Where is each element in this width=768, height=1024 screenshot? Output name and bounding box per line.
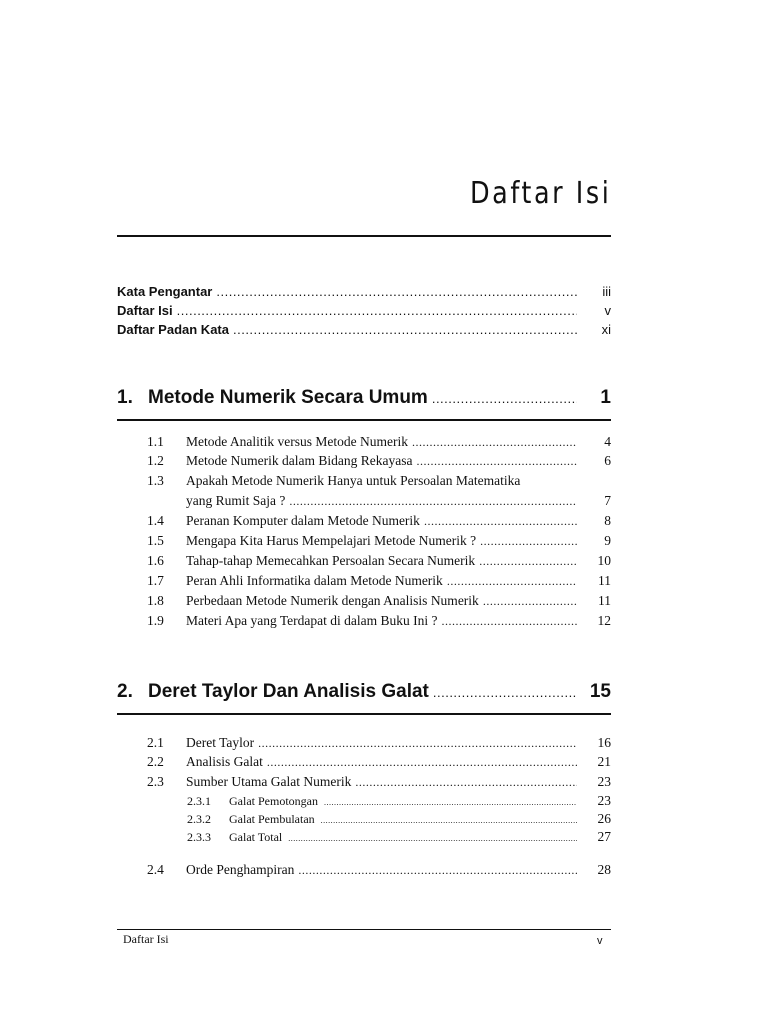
- toc-section[interactable]: [147, 862, 611, 878]
- dot-leader: [424, 514, 577, 529]
- subsection-title: Galat Pemotongan: [229, 794, 318, 808]
- chapter-heading-2[interactable]: [117, 681, 611, 703]
- section-number: 2.3: [147, 774, 164, 789]
- section-page: 12: [597, 613, 611, 628]
- subsection-number: 2.3.2: [187, 812, 211, 826]
- section-page: 8: [604, 513, 611, 528]
- chapter-rule: [117, 713, 611, 715]
- page-title: Daftar Isi: [469, 176, 611, 211]
- subsection-number: 2.3.1: [187, 794, 211, 808]
- dot-leader: [321, 816, 577, 825]
- subsection-title: Galat Total: [229, 830, 283, 844]
- toc-section[interactable]: [147, 593, 611, 609]
- section-number: 2.1: [147, 735, 164, 750]
- subsection-number: 2.3.3: [187, 830, 211, 844]
- section-title: Orde Penghampiran: [186, 862, 295, 877]
- section-page: 7: [604, 493, 611, 508]
- section-number: 1.9: [147, 613, 164, 628]
- section-title: Metode Numerik dalam Bidang Rekayasa: [186, 453, 413, 468]
- section-title: Deret Taylor: [186, 735, 255, 750]
- chapter-page: 15: [589, 681, 611, 702]
- dot-leader: [233, 322, 577, 337]
- toc-subsection[interactable]: [187, 793, 611, 809]
- toc-entry-daftar-padan-kata[interactable]: [117, 322, 611, 337]
- toc-section[interactable]: [147, 613, 611, 629]
- dot-leader: [355, 775, 577, 790]
- section-page: 11: [598, 573, 611, 588]
- toc-entry-daftar-isi[interactable]: [117, 303, 611, 318]
- section-number: 2.2: [147, 754, 164, 769]
- toc-section-continued[interactable]: [147, 493, 611, 509]
- section-page: 10: [597, 553, 611, 568]
- section-number: 1.7: [147, 573, 164, 588]
- chapter-rule: [117, 419, 611, 421]
- section-title: Analisis Galat: [186, 754, 263, 769]
- footer-rule: [117, 929, 611, 930]
- section-title: Materi Apa yang Terdapat di dalam Buku Ini ?: [186, 613, 438, 628]
- section-title: Metode Analitik versus Metode Numerik: [186, 434, 408, 449]
- section-page: 11: [598, 593, 611, 608]
- dot-leader: [412, 435, 577, 450]
- footer-page-number: v: [597, 935, 603, 947]
- section-title: Peran Ahli Informatika dalam Metode Numerik: [186, 573, 443, 588]
- section-page: 23: [597, 774, 611, 789]
- dot-leader: [288, 834, 577, 843]
- dot-leader: [289, 494, 577, 509]
- section-title: Sumber Utama Galat Numerik: [186, 774, 352, 789]
- chapter-title: Deret Taylor Dan Analisis Galat: [148, 681, 429, 702]
- toc-subsection[interactable]: [187, 811, 611, 827]
- toc-entry-label: Kata Pengantar: [117, 284, 213, 299]
- title-rule: [117, 235, 611, 237]
- dot-leader: [177, 303, 577, 318]
- section-number: 1.6: [147, 553, 164, 568]
- section-page: 16: [597, 735, 611, 750]
- chapter-heading-1[interactable]: [117, 387, 611, 409]
- section-page: 6: [604, 453, 611, 468]
- dot-leader: [479, 554, 577, 569]
- section-title-continued: yang Rumit Saja ?: [186, 493, 286, 508]
- dot-leader: [216, 284, 577, 299]
- section-page: 4: [604, 434, 611, 449]
- section-number: 1.1: [147, 434, 164, 449]
- section-title: Tahap-tahap Memecahkan Persoalan Secara Numerik: [186, 553, 476, 568]
- toc-section[interactable]: [147, 434, 611, 450]
- toc-section[interactable]: [147, 754, 611, 770]
- subsection-page: 23: [597, 793, 611, 808]
- chapter-title: Metode Numerik Secara Umum: [148, 387, 428, 408]
- toc-section[interactable]: [147, 473, 611, 489]
- toc-section[interactable]: [147, 533, 611, 549]
- dot-leader: [258, 736, 577, 751]
- dot-leader: [324, 798, 577, 807]
- toc-entry-page: xi: [601, 322, 611, 337]
- toc-entry-label: Daftar Padan Kata: [117, 322, 229, 337]
- dot-leader: [433, 685, 577, 700]
- subsection-page: 27: [597, 829, 611, 844]
- section-number: 1.8: [147, 593, 164, 608]
- section-page: 9: [604, 533, 611, 548]
- dot-leader: [267, 755, 577, 770]
- section-title: Peranan Komputer dalam Metode Numerik: [186, 513, 420, 528]
- toc-section[interactable]: [147, 735, 611, 751]
- dot-leader: [298, 863, 577, 878]
- section-title: Mengapa Kita Harus Mempelajari Metode Numerik ?: [186, 533, 477, 548]
- section-title: Apakah Metode Numerik Hanya untuk Persoalan Matematika: [186, 473, 521, 488]
- section-number: 1.4: [147, 513, 164, 528]
- dot-leader: [432, 391, 577, 406]
- toc-section[interactable]: [147, 774, 611, 790]
- toc-entry-kata-pengantar[interactable]: [117, 284, 611, 299]
- toc-section[interactable]: [147, 513, 611, 529]
- section-page: 28: [597, 862, 611, 877]
- chapter-number: 1.: [117, 387, 133, 408]
- dot-leader: [480, 534, 577, 549]
- toc-subsection[interactable]: [187, 829, 611, 845]
- chapter-page: 1: [600, 387, 611, 408]
- toc-section[interactable]: [147, 553, 611, 569]
- dot-leader: [483, 594, 577, 609]
- section-page: 21: [597, 754, 611, 769]
- dot-leader: [441, 614, 577, 629]
- footer-running-title: Daftar Isi: [123, 932, 169, 946]
- subsection-page: 26: [597, 811, 611, 826]
- section-number: 1.2: [147, 453, 164, 468]
- dot-leader: [416, 454, 577, 469]
- toc-section[interactable]: [147, 453, 611, 469]
- dot-leader: [447, 574, 577, 589]
- toc-entry-label: Daftar Isi: [117, 303, 173, 318]
- chapter-number: 2.: [117, 681, 133, 702]
- subsection-title: Galat Pembulatan: [229, 812, 315, 826]
- section-number: 1.5: [147, 533, 164, 548]
- toc-entry-page: iii: [602, 284, 611, 299]
- section-title: Perbedaan Metode Numerik dengan Analisis Numerik: [186, 593, 479, 608]
- toc-section[interactable]: [147, 573, 611, 589]
- toc-entry-page: v: [604, 303, 611, 318]
- section-number: 2.4: [147, 862, 164, 877]
- section-number: 1.3: [147, 473, 164, 488]
